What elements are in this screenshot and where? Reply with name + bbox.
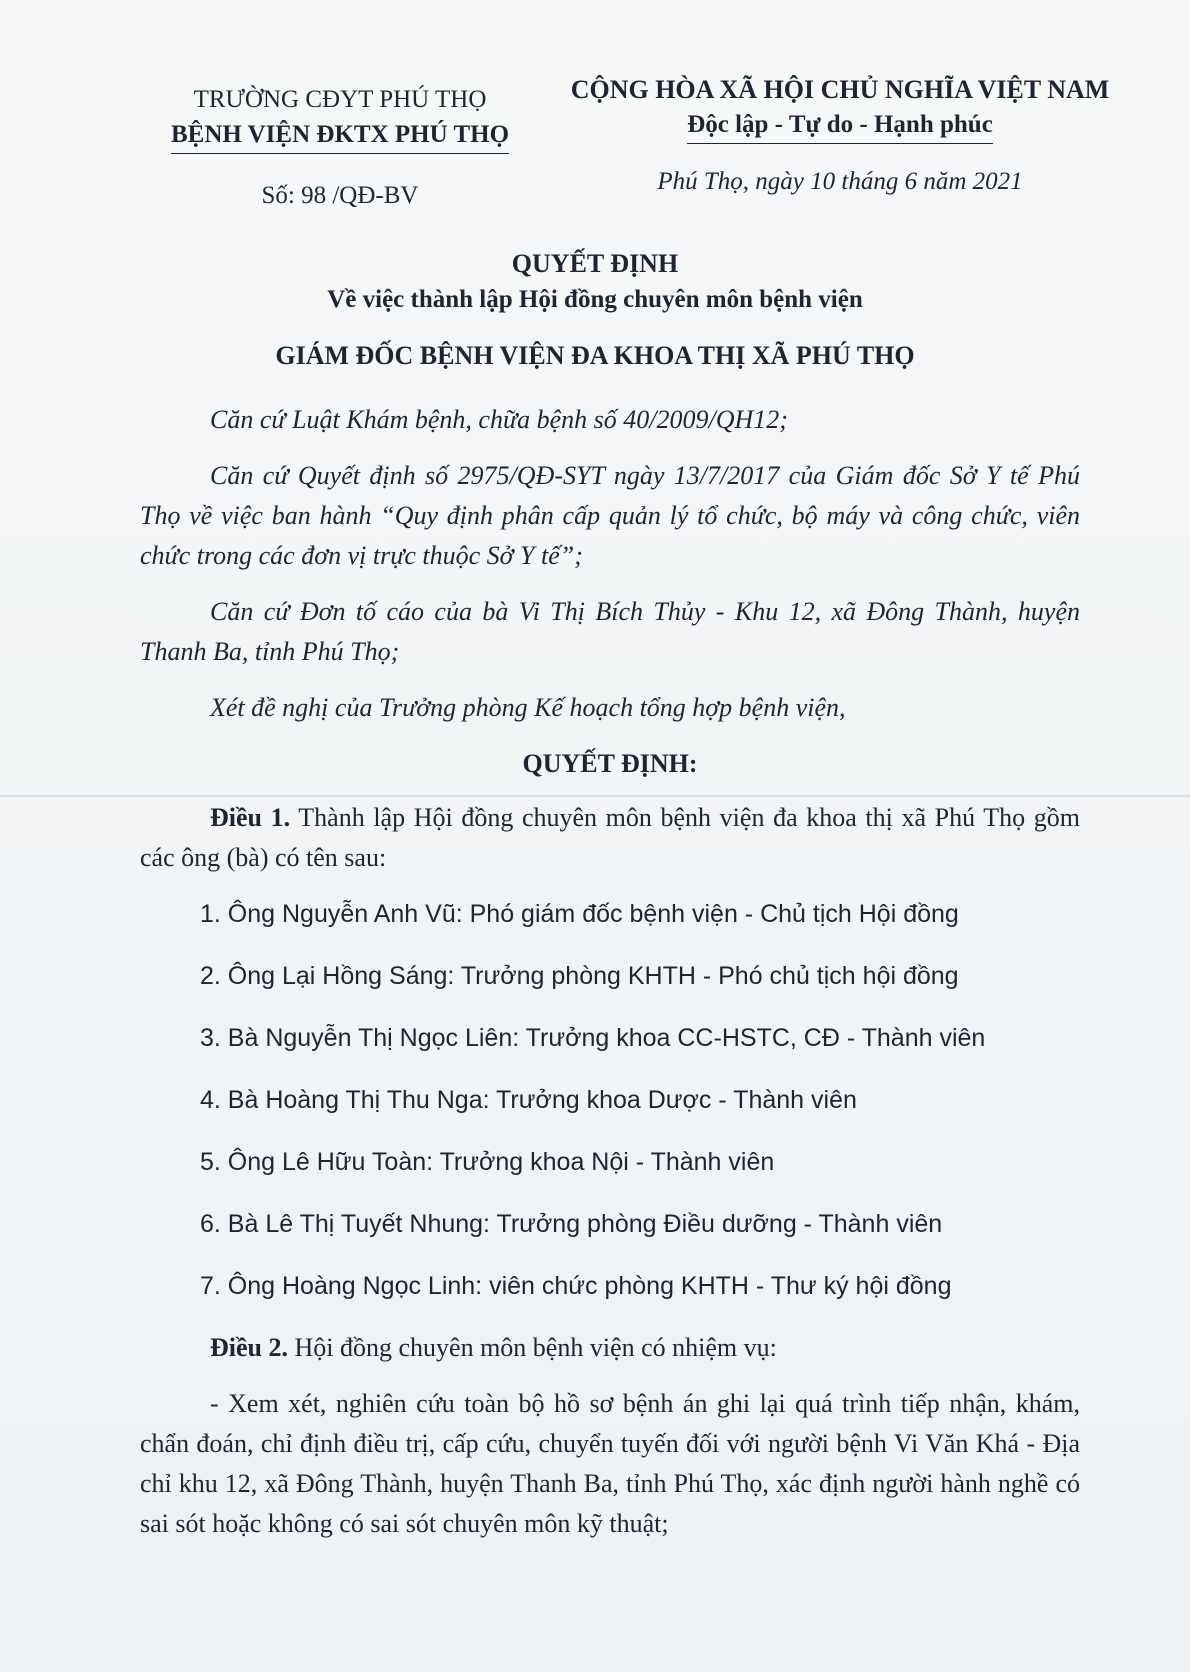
- article-1: [140, 798, 1080, 878]
- document-number: Số: 98 /QĐ-BV: [261, 182, 419, 209]
- decision-heading: QUYẾT ĐỊNH:: [522, 749, 698, 778]
- member-2: 2. Ông Lại Hồng Sáng: Trưởng phòng KHTH - Phó chủ tịch hội đồng: [200, 962, 959, 990]
- legal-basis-3: Căn cứ Đơn tố cáo của bà Vi Thị Bích Thủy - Khu 12, xã Đông Thành, huyện Thanh Ba, tỉnh Phú Thọ;: [140, 597, 1080, 666]
- member-3: 3. Bà Nguyễn Thị Ngọc Liên: Trưởng khoa CC-HSTC, CĐ - Thành viên: [200, 1024, 986, 1052]
- article-2: [140, 1328, 1080, 1368]
- issuing-organization: [150, 82, 530, 210]
- member-7: 7. Ông Hoàng Ngọc Linh: viên chức phòng KHTH - Thư ký hội đồng: [200, 1272, 952, 1300]
- article-1-label: Điều 1.: [210, 803, 291, 832]
- member-6: 6. Bà Lê Thị Tuyết Nhung: Trưởng phòng Điều dưỡng - Thành viên: [200, 1210, 943, 1238]
- legal-basis-4: Xét đề nghị của Trưởng phòng Kế hoạch tổng hợp bệnh viện,: [210, 693, 846, 722]
- member-5: 5. Ông Lê Hữu Toàn: Trưởng khoa Nội - Thành viên: [200, 1148, 775, 1176]
- org-line-1: TRƯỜNG CĐYT PHÚ THỌ: [193, 86, 487, 113]
- member-1: 1. Ông Nguyễn Anh Vũ: Phó giám đốc bệnh viện - Chủ tịch Hội đồng: [200, 900, 959, 928]
- legal-basis-2: Căn cứ Quyết định số 2975/QĐ-SYT ngày 13/7/2017 của Giám đốc Sở Y tế Phú Thọ về việc ban hành “Quy định phân cấp quản lý tổ chức, bộ máy và công chức, viên chức trong các đơn vị trực thuộc Sở Y tế”;: [140, 461, 1080, 570]
- national-motto: Độc lập - Tự do - Hạnh phúc: [687, 108, 993, 144]
- decision-title-block: [0, 245, 1190, 375]
- article-1-text: Thành lập Hội đồng chuyên môn bệnh viện đa khoa thị xã Phú Thọ gồm các ông (bà) có tên sau:: [140, 803, 1080, 872]
- national-header: [540, 72, 1140, 196]
- member-4: 4. Bà Hoàng Thị Thu Nga: Trưởng khoa Dược - Thành viên: [200, 1086, 857, 1114]
- org-line-2: BỆNH VIỆN ĐKTX PHÚ THỌ: [171, 118, 509, 154]
- article-2-task-1: - Xem xét, nghiên cứu toàn bộ hồ sơ bệnh án ghi lại quá trình tiếp nhận, khám, chẩn đoán, chỉ định điều trị, cấp cứu, chuyển tuyến đối với người bệnh Vi Văn Khá - Địa chỉ khu 12, xã Đông Thành, huyện Thanh Ba, tỉnh Phú Thọ, xác định người hành nghề có sai sót hoặc không có sai sót chuyên môn kỹ thuật;: [140, 1389, 1080, 1538]
- decision-subject: Về việc thành lập Hội đồng chuyên môn bệnh viện: [327, 286, 863, 313]
- article-2-label: Điều 2.: [210, 1333, 288, 1362]
- decision-title: QUYẾT ĐỊNH: [511, 249, 679, 278]
- legal-basis-1: Căn cứ Luật Khám bệnh, chữa bệnh số 40/2009/QH12;: [210, 405, 788, 434]
- article-2-text: Hội đồng chuyên môn bệnh viện có nhiệm vụ:: [288, 1333, 777, 1362]
- issuing-authority: GIÁM ĐỐC BỆNH VIỆN ĐA KHOA THỊ XÃ PHÚ THỌ: [275, 341, 915, 370]
- nation-title: CỘNG HÒA XÃ HỘI CHỦ NGHĨA VIỆT NAM: [570, 75, 1110, 104]
- document-body: [140, 400, 1080, 1560]
- issue-date: Phú Thọ, ngày 10 tháng 6 năm 2021: [657, 168, 1023, 195]
